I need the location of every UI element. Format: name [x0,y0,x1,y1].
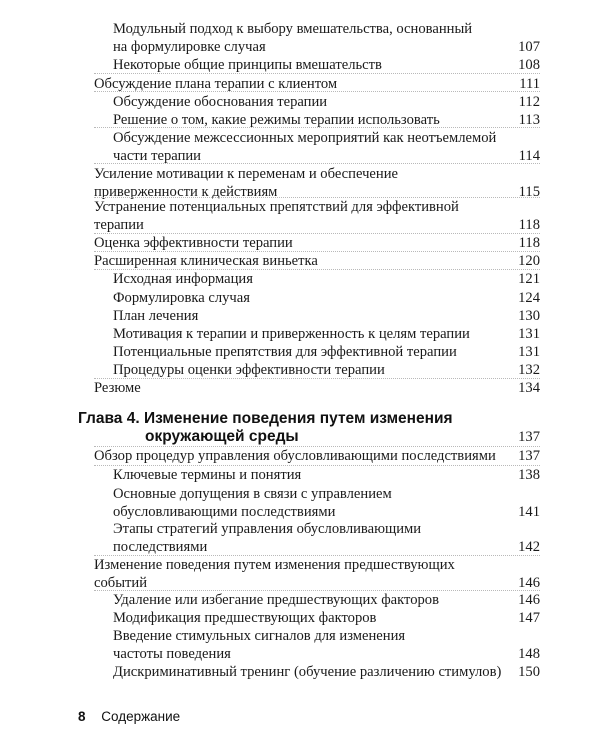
toc-entry-title-line: Обсуждение межсессионных мероприятий как неотъемлемой [113,130,497,146]
toc-entry-title-line: Модификация предшествующих факторов [113,610,377,626]
toc-entry-title-line: Мотивация к терапии и приверженность к целям терапии [113,326,470,342]
toc-entry-page: 124 [518,290,540,306]
toc-entry-page: 137 [518,448,540,464]
toc-entry-title-line: Обсуждение плана терапии с клиентом [94,76,338,92]
toc-entry [113,610,376,628]
toc-entry [113,521,421,556]
page-footer [78,709,180,724]
toc-entry [113,344,457,362]
chapter-heading-line: Глава 4. Изменение поведения путем изменения [78,410,453,427]
toc-entry-page: 142 [518,538,540,555]
running-title: Содержание [101,709,181,724]
toc-entry-page: 147 [518,610,540,626]
toc-entry-title-line: Формулировка случая [113,290,250,306]
toc-entry-title-line: Процедуры оценки эффективности терапии [113,362,385,378]
toc-entry-title-line: Обсуждение обоснования терапии [113,94,328,110]
toc-entry-page: 113 [518,112,540,128]
toc-entry-title-line: Решение о том, какие режимы терапии использовать [113,112,440,128]
chapter-heading [78,410,453,446]
toc-entry [94,166,398,201]
toc-entry [113,57,382,75]
toc-entry-page: 120 [518,253,540,269]
toc-entry-title-line: Исходная информация [113,271,253,287]
toc-entry-page: 150 [518,664,540,680]
toc-entry-title-line: План лечения [113,308,199,324]
toc-entry [113,592,439,610]
toc-entry-title-line: Некоторые общие принципы вмешательств [113,57,382,73]
row-rule [94,446,540,447]
toc-entry-title-line: Устранение потенциальных препятствий для эффективной [94,199,459,215]
toc-entry-page: 134 [518,380,540,396]
toc-entry-title-line: Усиление мотивации к переменам и обеспечение [94,166,398,182]
toc-entry-title-line: событий [94,574,148,591]
toc-entry [113,21,472,56]
toc-entry [113,130,496,165]
toc-entry-title-line: Удаление или избегание предшествующих факторов [113,592,439,608]
toc-entry [113,290,250,308]
toc-entry-page: 121 [518,271,540,287]
page-number: 8 [78,709,86,724]
toc-entry [113,271,253,289]
toc-entry-title-line: Основные допущения в связи с управлением [113,486,392,502]
toc-entry [113,326,470,344]
toc-entry [94,557,455,592]
toc-entry-page: 111 [519,76,540,92]
toc-entry [113,467,301,485]
toc-entry [94,199,459,234]
toc-entry-title-line: Обзор процедур управления обусловливающими последствиями [94,448,496,464]
toc-entry-page: 130 [518,308,540,324]
toc-entry [94,380,141,398]
toc-entry-page: 114 [518,147,540,164]
toc-entry-title-line: Потенциальные препятствия для эффективной терапии [113,344,457,360]
toc-entry [94,235,293,253]
toc-entry-title-line: части терапии [113,147,201,164]
toc-entry [113,362,385,380]
toc-entry [113,112,440,130]
toc-entry-title-line: Введение стимульных сигналов для изменения [113,628,406,644]
toc-entry-title-line: Изменение поведения путем изменения предшествующих [94,557,455,573]
toc-entry-title-line: Ключевые термины и понятия [113,467,302,483]
toc-entry [113,486,392,521]
toc-entry-page: 118 [518,216,540,233]
toc-entry-title-line: Оценка эффективности терапии [94,235,293,251]
toc-entry-title-line: частоты поведения [113,645,231,662]
chapter-page: 137 [518,429,540,445]
toc-entry-title-line: последствиями [113,538,208,555]
toc-entry-page: 107 [518,38,540,55]
toc-entry [94,448,496,466]
toc-entry [94,76,337,94]
toc-entry [113,664,501,682]
toc-entry-page: 112 [518,94,540,110]
toc-entry-title-line: обусловливающими последствиями [113,503,336,520]
toc-entry [113,308,198,326]
toc-entry-page: 141 [518,503,540,520]
toc-entry-page: 131 [518,344,540,360]
toc-entry-title-line: Расширенная клиническая виньетка [94,253,318,269]
toc-entry-page: 146 [518,592,540,608]
toc-entry-page: 118 [518,235,540,251]
chapter-heading-line: окружающей среды [145,428,299,445]
toc-entry [113,628,405,663]
toc-entry-page: 132 [518,362,540,378]
toc-entry [94,253,318,271]
toc-entry-page: 148 [518,645,540,662]
toc-entry-page: 108 [518,57,540,73]
toc-entry-title-line: терапии [94,216,144,233]
toc-entry-title-line: Резюме [94,380,141,396]
toc-entry-title-line: Модульный подход к выбору вмешательства, основанный [113,21,473,37]
toc-entry-page: 146 [518,574,540,591]
toc-entry-title-line: Этапы стратегий управления обусловливающими [113,521,422,537]
toc-entry-title-line: Дискриминативный тренинг (обучение различению стимулов) [113,664,502,680]
toc-entry [113,94,327,112]
toc-entry-page: 131 [518,326,540,342]
toc-entry-page: 138 [518,467,540,483]
toc-entry-title-line: на формулировке случая [113,38,266,55]
toc-entry-title-line: приверженности к действиям [94,183,278,200]
toc-entry-page: 115 [518,183,540,200]
